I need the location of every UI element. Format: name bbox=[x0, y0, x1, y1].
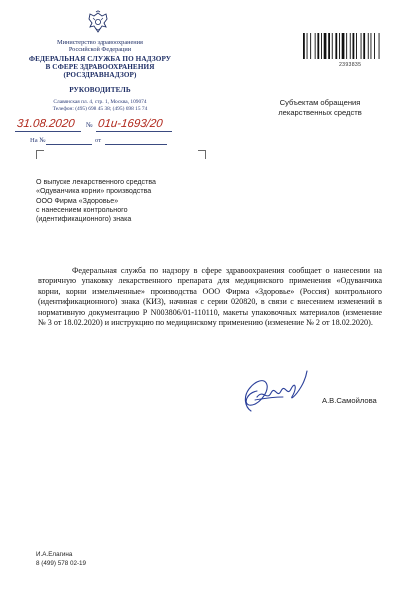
reference-date-label: от bbox=[95, 137, 102, 144]
signer-name: А.В.Самойлова bbox=[322, 396, 377, 405]
registration-number-label: № bbox=[86, 121, 93, 129]
corner-bracket-right bbox=[198, 150, 206, 159]
service-name-line-1: ФЕДЕРАЛЬНАЯ СЛУЖБА ПО НАДЗОРУ bbox=[28, 55, 172, 63]
service-abbreviation: (РОСЗДРАВНАДЗОР) bbox=[63, 71, 137, 79]
service-name-line-2: В СФЕРЕ ЗДРАВООХРАНЕНИЯ bbox=[45, 63, 155, 71]
subject-line-5: (идентификационного) знака bbox=[36, 215, 132, 224]
barcode-number: 2393835 bbox=[339, 62, 362, 68]
reference-number-label: На № bbox=[30, 137, 46, 144]
ministry-line-2: Российской Федерации bbox=[68, 46, 132, 53]
registration-number-line bbox=[96, 131, 172, 132]
addressee-line-1: Субъектам обращения bbox=[279, 98, 361, 107]
letterhead-address: Славянская пл. 4, стр. 1, Москва, 109074 bbox=[53, 99, 147, 105]
executor-phone: 8 (499) 578 02-19 bbox=[36, 560, 87, 567]
barcode bbox=[303, 33, 383, 59]
reference-number-line bbox=[46, 144, 92, 145]
subject-line-1: О выпуске лекарственного средства bbox=[36, 178, 156, 186]
coat-of-arms-emblem bbox=[85, 10, 111, 36]
reference-date-line bbox=[105, 144, 167, 145]
corner-bracket-left bbox=[36, 150, 44, 159]
registration-date: 31.08.2020 bbox=[16, 118, 76, 130]
letterhead-phone: Телефон: (495) 698 45 38; (495) 698 15 74 bbox=[52, 106, 148, 112]
addressee-line-2: лекарственных средств bbox=[278, 108, 362, 117]
executor-name: И.А.Елагина bbox=[36, 551, 73, 558]
subject-line-2: «Одуванчика корни» производства bbox=[36, 187, 152, 196]
handwritten-signature bbox=[237, 367, 309, 417]
letter-subject bbox=[36, 178, 211, 224]
addressee bbox=[250, 98, 390, 118]
subject-line-3: ООО Фирма «Здоровье» bbox=[36, 196, 119, 205]
registration-date-line bbox=[15, 131, 81, 132]
registration-number: 01и-1693/20 bbox=[97, 118, 164, 130]
ministry-line-1: Министерство здравоохранения bbox=[57, 39, 143, 46]
head-title: РУКОВОДИТЕЛЬ bbox=[69, 86, 131, 94]
subject-line-4: с нанесением контрольного bbox=[36, 205, 128, 214]
letter-body: Федеральная служба по надзору в сфере здравоохранения сообщает о нанесении на вторичную упаковку лекарственного препарата для медицинского применения «Одуванчика корни, корни измельченные» производства ООО Фирма «Здоровье» (Россия) контрольного (идентификационного) знака (КИЗ), начиная с серии 020820, в связи с внесением изменений в нормативную документацию Р N003806/01-110110, макеты упаковочных материалов (изменение № 3 от 18.02.2020) и инструкцию по медицинскому применению (изменение № 2 от 18.02.2020). bbox=[38, 266, 382, 328]
